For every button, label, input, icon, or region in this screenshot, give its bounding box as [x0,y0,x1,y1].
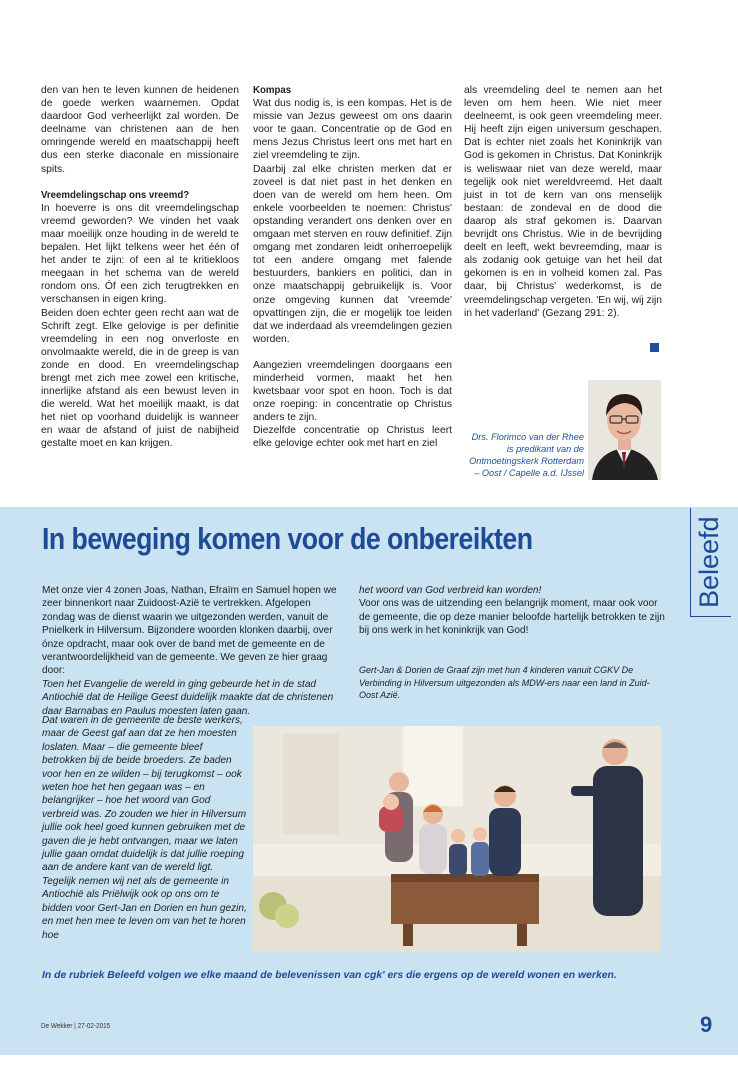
section-headline: In beweging komen voor de onbereikten [42,521,533,556]
paragraph: Beiden doen echter geen recht aan wat de Schrift zegt. Elke gelovige is per definitie vreemdeling in een nog onverloste en onvolmaakte wereld, die in de greep is van zonde en dood. En vreemdelingschap brengt met zich mee zowel een kritische, innerlijke afstand als een bewust leven in die wereld. Wat het moeilijk maakt, is dat het niet op voorhand duidelijk is wanneer en waar de afstand of juist de nabijheid gestalte moet en kan krijgen. [41,307,239,450]
letter-quote-continued [42,714,248,942]
beleefd-column-right [359,584,667,638]
paragraph: Aangezien vreemdelingen doorgaans een minderheid vormen, maakt het hen kwetsbaar voor spot en hoon. Toch is dat onze roeping: in concentratie op Christus anders te zijn. [253,359,452,424]
rubric-label [690,508,731,617]
paragraph: Voor ons was de uitzending een belangrijk moment, maar ook voor de gemeente, die op deze manier beloofde hartelijk betrokken te zijn bij ons werk in het koninkrijk van God! [359,598,665,637]
paragraph: Daarbij zal elke christen merken dat er zoveel is dat niet past in het denken en doen van de wereld om hem heen. Om enkele voorbeelden te noemen: Christus' opstanding verandert ons denken over en omgaan met sterven en rouw definitief. Zijn omgang met zondaren leidt onherroepelijk tot een andere omgang met falende bestuurders, bankiers en politici, dan in onze maatschappij gebruikelijk is. Voor onze omgeving kunnen dat 'vreemde' opvattingen zijn, die er mogelijk toe leiden dat we inderdaad als vreemdelingen gezien worden. [253,163,452,345]
rubric-label-text: Beleefd [694,516,724,608]
page-number: 9 [700,1012,713,1037]
paragraph: Diezelfde concentratie op Christus leert elke gelovige echter ook met hart en ziel [253,425,452,450]
letter-quote-end: het woord van God verbreid kan worden! [359,585,542,596]
paragraph: Wat dus nodig is, is een kompas. Het is de missie van Jezus geweest om ons daarin voor te gaan. Concentratie op de God en mens Jezus Christus leert ons met hart en ziel vreemdeling te zijn. [253,98,452,162]
paragraph: Dat waren in de gemeente de beste werkers, maar de Geest gaf aan dat ze hen moesten loslaten. Maar – die gemeente bleef betrokken bij de beide broeders. Ze baden voor hen en ze wilden – bij terugkomst – ook weten hoe het hen gegaan was – en belangrijker – hoe het woord van God verbreid was. Zo zouden we hier in Hilversum jullie ook heel goed kunnen gebruiken met de gaven die je hebt ontvangen, maar we laten jullie gaan omdat duidelijk is dat jullie roeping aan de andere kant van de wereld ligt. Tegelijk nemen wij net als de gemeente in Antiochië als Priëlwijk ook op ons om te bidden voor Gert-Jan en Dorien en hun gezin, en met hen mee te leven om van het te horen hoe [42,715,247,941]
end-of-article-square [650,343,659,352]
photo-caption: Gert-Jan & Dorien de Graaf zijn met hun 4 kinderen vanuit CGKV De Verbinding in Hilversum uitgezonden als MDW-ers naar een land in Zuid-Oost Azië. [359,665,650,701]
paragraph: als vreemdeling deel te nemen aan het leven om hem heen. Wie niet meer deelneemt, is ook geen vreemdeling meer. Hij heeft zijn eigen universum geschapen. Dat is echter niet zoals het Koninkrijk van God is gekomen in Christus. Dat Koninkrijk is weliswaar niet van deze wereld, maar tegelijk ook niet wereldvreemd. Het daalt juist in tot de kern van ons menselijk bestaan: de zondeval en de dood die daarop als straf gekomen is. Daarvan bevrijdt ons Christus. Wie in de bevrijding deelt en leeft, wekt bevreemding, maar is als zodanig ook getuige van het heil dat gekomen is en in volheid komen zal. Pas daar, bij Christus' wederkomst, is de vreemdelingschap vergeten. 'En wij, wij zijn in het vaderland' (Gezang 291: 2). [464,85,662,319]
author-photo [588,380,661,480]
section-heading: Vreemdelingschap ons vreemd? [41,188,190,201]
paragraph: Met onze vier 4 zonen Joas, Nathan, Efraïm en Samuel hopen we zeer binnenkort naar Zuidoost-Azië te vertrekken. Afgelopen zondag was de dienst waarin we uitgezonden werden, vanuit de Pnielkerk in Hilversum. Bijzondere woorden klonken daarbij, over ónze opdracht, maar ook over de band met de gemeente en de verantwoordelijkheid van de gemeente. We geven ze hier graag door: [42,585,337,677]
sending-service-photo [253,726,661,952]
beleefd-column-left [42,584,344,718]
article-column-3 [464,84,662,320]
article-column-2 [253,84,452,451]
paragraph: In hoeverre is ons dit vreemdelingschap vreemd geworden? We vinden het vaak maar moeilijk onze houding in de wereld te bepalen. Het lijkt telkens weer het één of het ander te zijn: of een al te kritiekloos meegaan in het schema van de wereld rondom ons. Óf een zich terugtrekken en verschansen in eigen kring. [41,202,239,306]
letter-quote-start: Toen het Evangelie de wereld in ging gebeurde het in de stad Antiochië dat de Heilige Geest duidelijk maakte dat de christenen daar Barnabas en Paulus moesten laten gaan. [42,678,334,717]
author-caption: Drs. Florimco van der Rhee is predikant van de Ontmoetingskerk Rotterdam – Oost / Capelle a.d. IJssel [469,432,584,478]
paragraph: den van hen te leven kunnen de heidenen de goede werken waarnemen. Opdat daardoor God verheerlijkt zal worden. De deelname van christenen aan de hen omringende wereld en maatschappij heeft dus een sterke diaconale en missionaire spits. [41,85,239,175]
rubric-footer-note: In de rubriek Beleefd volgen we elke maand de belevenissen van cgk' ers die ergens op de wereld wonen en werken. [42,970,617,981]
article-column-1 [41,84,239,451]
issue-info: De Wekker | 27-02-2015 [41,1021,111,1030]
section-heading: Kompas [253,84,292,96]
